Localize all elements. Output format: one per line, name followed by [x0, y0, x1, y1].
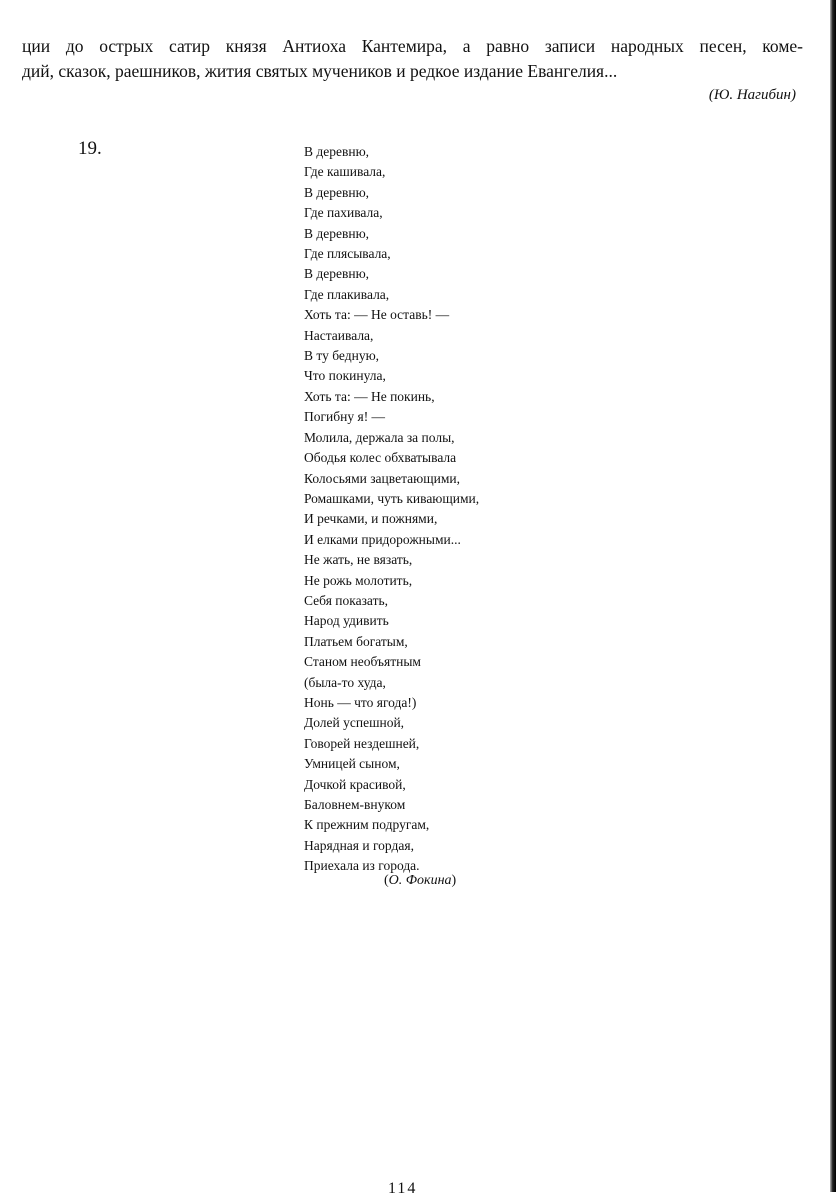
poem-line: Себя показать, — [304, 592, 389, 608]
poem-line: Приехала из города. — [304, 858, 420, 874]
intro-line-1: ции до острых сатир князя Антиоха Кантемира, а равно записи народных песен, коме- — [22, 36, 803, 56]
poem — [304, 142, 479, 877]
poem-line: И речками, и пожнями, — [304, 511, 438, 527]
poem-line: Говорей нездешней, — [304, 735, 420, 751]
poem-line: Станом необъятным — [304, 654, 421, 670]
poem-line: Народ удивить — [304, 613, 389, 629]
poem-attribution-open: ( — [384, 873, 389, 888]
poem-line: К прежним подругам, — [304, 817, 430, 833]
poem-line: В деревню, — [304, 184, 370, 200]
poem-line: Хоть та: — Не оставь! — — [304, 307, 450, 323]
poem-line: Хоть та: — Не покинь, — [304, 388, 435, 404]
poem-line: Где пахивала, — [304, 205, 383, 221]
poem-attribution-author: О. Фокина — [388, 873, 452, 888]
poem-line: Где кашивала, — [304, 164, 386, 180]
poem-line: Не жать, не вязать, — [304, 552, 413, 568]
poem-line: Баловнем-внуком — [304, 797, 406, 812]
poem-line: Не рожь молотить, — [304, 572, 413, 588]
poem-line: Колосьями зацветающими, — [304, 470, 460, 486]
poem-line: Дочкой красивой, — [304, 776, 406, 792]
poem-line: В деревню, — [304, 266, 370, 282]
intro-paragraph — [22, 34, 803, 84]
scan-binding-edge — [830, 0, 836, 1192]
poem-line: В деревню, — [304, 144, 370, 159]
page-number: 114 — [388, 1180, 418, 1197]
poem-line: Долей успешной, — [304, 715, 405, 731]
poem-line: В деревню, — [304, 225, 370, 241]
poem-line: Где плясывала, — [304, 246, 391, 262]
poem-line: Умницей сыном, — [304, 756, 400, 772]
intro-attribution: (Ю. Нагибин) — [708, 87, 796, 103]
poem-line: (была-то худа, — [304, 674, 386, 690]
poem-attribution — [384, 873, 456, 889]
poem-line: Молила, держала за полы, — [304, 429, 455, 445]
poem-line: Ромашками, чуть кивающими, — [304, 490, 480, 506]
poem-line: Нонь — что ягода!) — [304, 694, 417, 710]
poem-line: Нарядная и гордая, — [304, 837, 414, 853]
intro-line-2: дий, сказок, раешников, жития святых мучеников и редкое издание Евангелия... — [22, 61, 618, 81]
poem-line: Что покинула, — [304, 368, 386, 384]
poem-line: Настаивала, — [304, 327, 374, 343]
poem-attribution-close: ) — [451, 873, 457, 888]
poem-line: Где плакивала, — [304, 286, 390, 302]
poem-line: Ободья колес обхватывала — [304, 450, 457, 466]
exercise-number: 19. — [78, 138, 102, 159]
poem-line: И елками придорожными... — [304, 531, 461, 547]
poem-line: Платьем богатым, — [304, 633, 408, 649]
poem-line: В ту бедную, — [304, 348, 380, 364]
poem-line: Погибну я! — — [304, 409, 386, 425]
